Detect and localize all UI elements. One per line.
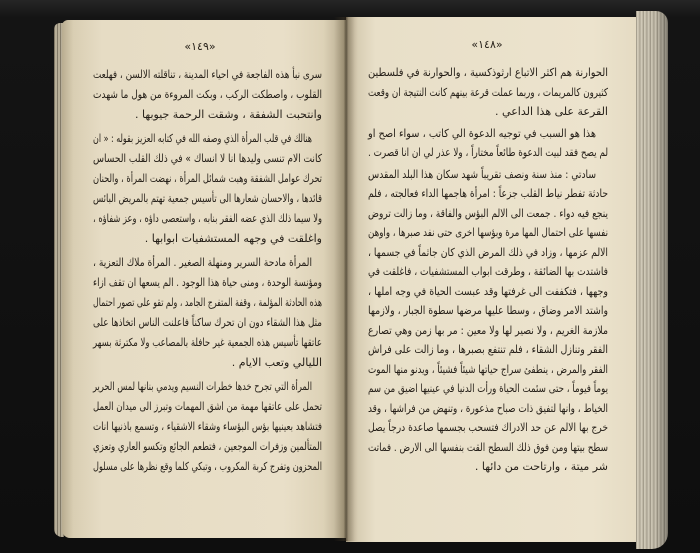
text-line: الالم عزمها ، وزاد في ذلك المرض الذي كان جاثماً في جسمها ،: [368, 245, 608, 259]
text-line: ملازمة الغريم ، ولا نصير لها ولا معين : مر بها زمن وهي تصارع: [368, 323, 608, 337]
text-line: حادثة تفطر نياط القلب جزعاً : امرأة هاجمها الداء فعالجته ، فلم: [368, 187, 608, 200]
text-line: الخياط ، وانها لتفيق ذات صباح مذعورة ، وتنهض من فراشها ، وقد: [368, 401, 608, 415]
text-line: المرأة مادحة السرير ومنهلة الصغير . المرأة ملاك التعزية ،: [93, 256, 312, 269]
text-line: قائدها ، والاحسان شعارها الى تأسيس جمعية تهتم بالمريض البائس: [93, 192, 322, 205]
text-line: هذه الحادثة المؤلمة ، وقفة المتفرج الجامد ، ولم تقو على تصور احتمال: [93, 296, 322, 309]
text-line: الفقر والمرض ، ينطفئ سراج حياتها شيئاً فشيئاً ، ويدنو منها الموت: [368, 362, 608, 376]
text-line: نفسها على احتمال المها مرة وبؤسها اخرى حتى نفد صبرها ، واوهن: [368, 226, 608, 239]
text-line: تحرك عوامل الشفقة وهبت شمائل المرأة ، نهضت المرأة ، والحنان: [93, 172, 322, 185]
text-line: الليالي وتعب الايام .: [231, 356, 322, 369]
right-page-edges: [636, 11, 668, 549]
text-line: خرج بها الالم عن حد الادراك فتسحب بجسمها صاعدة درجاً يصل: [368, 421, 608, 434]
text-line: وانتحبت الشفقة ، وشقت الرحمة جيوبها .: [135, 108, 322, 121]
text-line: ومؤنسة الوحدة ، ومنى حياة هذا الوجود . الم يسعها ان تقف ازاء: [93, 276, 322, 289]
text-line: الحوارنة هم اكثر الاتباع ارثوذكسية ، والحوارنة في فلسطين: [368, 66, 608, 79]
text-line: كثيرون كالمريمات ، وربما عملت قرعة بينهم كانت النتيجة ان وقعت: [368, 85, 608, 99]
page-number-right: «١٤٨»: [471, 38, 503, 51]
text-line: يوماً فيوماً ، حتى سئمت الحياة ورأت الدنيا في عينيها اضيق من سم: [368, 382, 608, 395]
left-page-text: [93, 65, 322, 477]
text-line: فاشتدت بها الضائقة ، وطرقت ابواب المستشفيات ، فاغلقت في: [368, 265, 608, 278]
text-line: كانت الام تنسى وليدها انا لا انساك » في ذلك القلب الحساس: [93, 152, 322, 165]
text-line: سادتي : منذ سنة ونصف تقريباً شهد سكان هذا البلد المقدس: [368, 167, 596, 181]
text-line: المرأة التي تجرح خدها خطرات النسيم ويدمي بنانها لمس الحرير: [93, 380, 312, 393]
text-line: واغلقت في وجهه المستشفيات ابوابها .: [144, 232, 322, 245]
text-line: المتألمين وزفرات الموجعين ، فتطعم الجائع وتكسو العاري وتعزي: [93, 440, 322, 453]
text-line: سطح بيتها ومن فوق ذلك السطح القت بنفسها الى الارض . فماتت: [368, 440, 608, 454]
gutter-shadow: [334, 17, 358, 541]
text-line: فتشاهد بعينيها بؤس البؤساء وشقاء الاشقياء ، وتسمع باذنيها انات: [93, 420, 322, 433]
text-line: شر ميتة ، وارتاحت من دائها .: [474, 460, 608, 473]
text-line: مثل هذا الشقاء دون ان تحرك ساكناً فاعلنت الناس اتخاذها على: [93, 316, 323, 329]
text-line: لم يصح فقد لبيت الدعوة طائعاً مختاراً ، ولا عذر لي ان انا قصرت .: [368, 146, 608, 159]
text-line: ولا سيما ذلك الذي عضه الفقر بنابه ، واستعصى داؤه ، وعز شفاؤه ،: [93, 212, 323, 225]
page-number-left: «١٤٩»: [184, 40, 216, 53]
text-line: واشتد الامر وضاق ، وسطا عليها مرضها سطوة الجبار ، ولازمها: [368, 304, 608, 317]
text-line: الفقر وتنازل الشقاء ، فلم تنتفع بصبرها ، وما زالت على فراش: [368, 343, 608, 356]
text-line: القلوب ، واصطكت الركب ، وبكت المروءة من هول ما شهدت: [93, 88, 322, 101]
text-line: القرعة على هذا الداعي .: [495, 105, 608, 118]
text-line: هنالك في قلب المرأة الذي وصفه الله في كتابه العزيز بقوله : « ان: [93, 132, 312, 145]
text-line: تحمل على عاتقها مهمة من اشق المهمات وتبرز الى ميدان العمل: [93, 400, 323, 413]
text-line: سرى نبأ هذه الفاجعة في احياء المدينة ، تناقلته الالسن ، فهلعت: [93, 68, 322, 81]
text-line: المحزون وتفرج كربة المكروب ، وتبكي كلما وقع نظرها على مسلول: [93, 460, 322, 473]
text-line: ينجع فيه دواء . جمعت الى الالم البؤس والفاقة ، وما زالت تروض: [368, 206, 608, 220]
text-line: عاتقها تأسيس هذه الجمعية غير حافلة بالمصاعب ولا مكترثة بسهر: [93, 336, 322, 349]
text-line: هذا هو السبب في توجيه الدعوة الي كاتب ، سواء اصح او: [368, 126, 596, 140]
right-page-text: [368, 63, 608, 477]
text-line: وجهها ، فتكففت الى غرفتها وقد عبست الحياة في وجه املها ،: [368, 284, 608, 298]
